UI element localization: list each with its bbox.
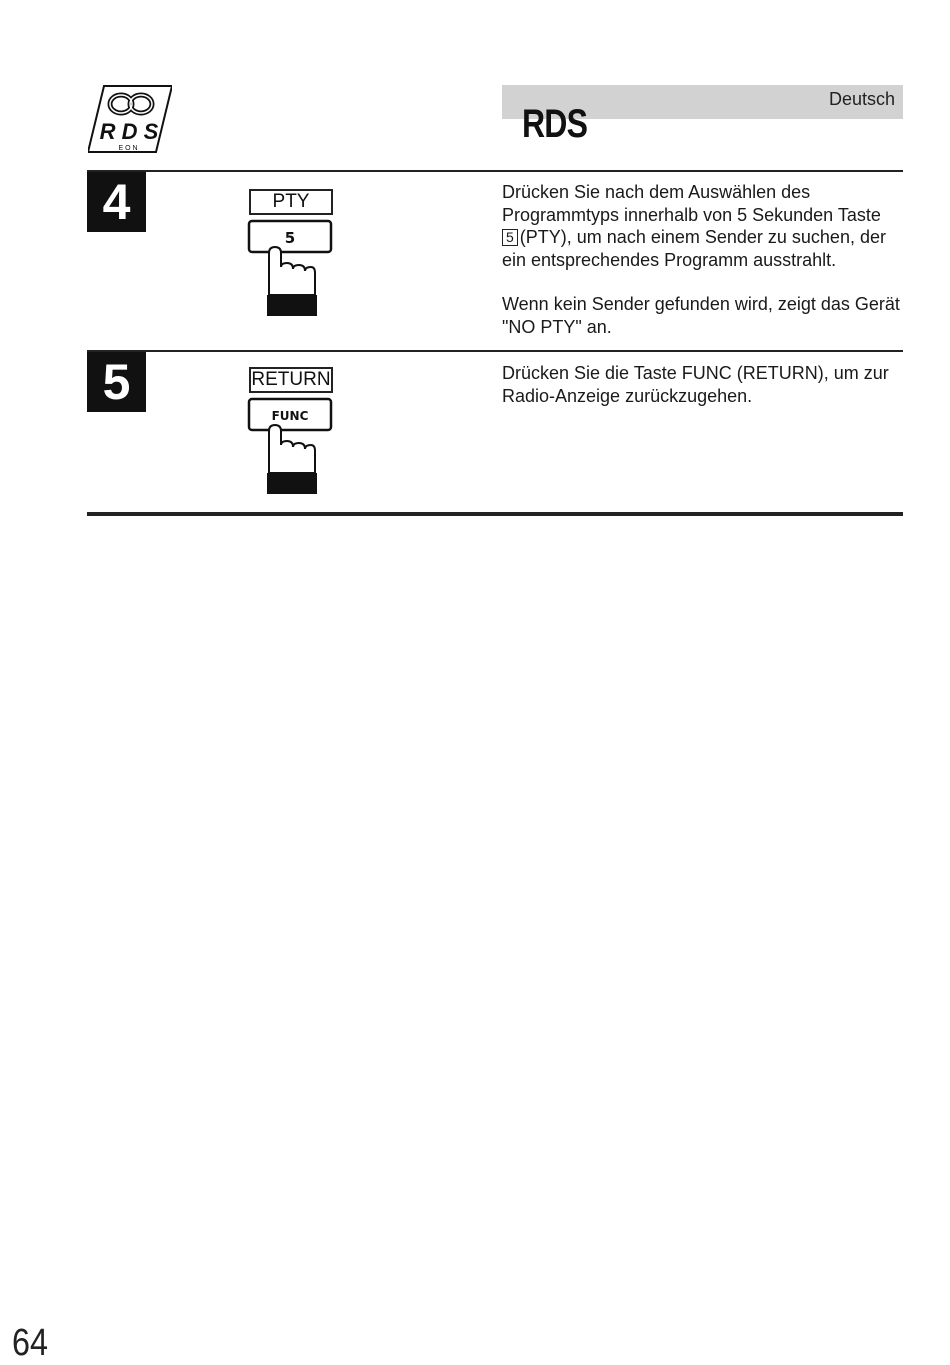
section-title: RDS [522,102,588,146]
step-paragraph [502,181,912,271]
finger-press-icon [247,397,335,497]
svg-text:R D S: R D S [99,119,159,144]
step-description [502,362,912,407]
divider [87,350,903,352]
paragraph-text: Drücken Sie nach dem Auswählen des Programmtyps innerhalb von 5 Sekunden Taste [502,182,881,225]
language-label: Deutsch [828,89,895,109]
divider [87,170,903,172]
divider [87,512,903,516]
key-5-inline: 5 [502,229,518,246]
step-number: 4 [87,172,146,232]
step-paragraph: Wenn kein Sender gefunden wird, zeigt das Gerät "NO PTY" an. [502,294,900,337]
key-label-return: RETURN [249,367,333,393]
step-number: 5 [87,352,146,412]
finger-press-icon [247,219,335,319]
button-text: FUNC [271,409,309,423]
step-description [502,181,912,338]
key-label-pty: PTY [249,189,333,215]
step-paragraph: Drücken Sie die Taste FUNC (RETURN), um zur Radio-Anzeige zurückzugehen. [502,363,889,406]
page-number: 64 [12,1322,48,1364]
svg-text:E O N: E O N [118,145,138,152]
rds-eon-logo-icon [88,84,172,154]
paragraph-text: (PTY), um nach einem Sender zu suchen, der ein entsprechendes Programm ausstrahlt. [502,227,886,270]
button-text: 5 [284,229,296,247]
